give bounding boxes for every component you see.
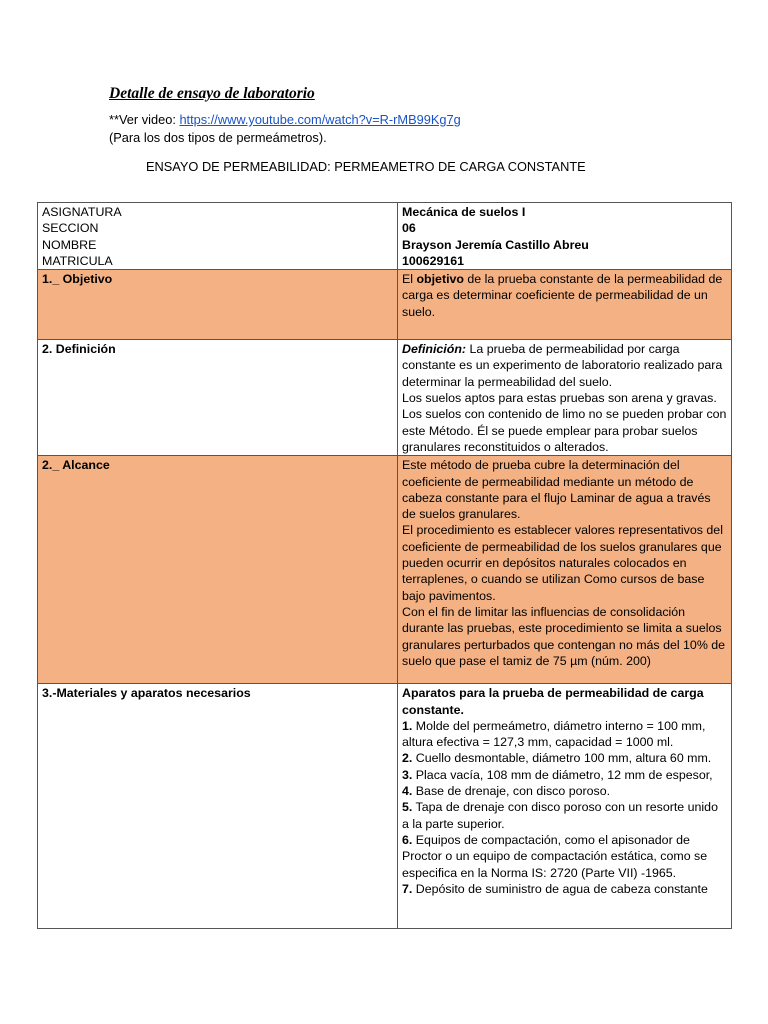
item-text: Equipos de compactación, como el apisonador de Proctor o un equipo de compactación estática, como se especifica en la Norma IS: 2720 (Parte VII) -1965. bbox=[402, 832, 708, 880]
item-number: 3. bbox=[402, 767, 413, 782]
definicion-p3: Los suelos con contenido de limo no se pueden probar con este Método. Él se puede emplear para probar suelos granulares reconstituidos o alterados. bbox=[402, 407, 727, 454]
definicion-label: 2. Definición bbox=[38, 340, 398, 456]
definicion-p1 bbox=[402, 341, 727, 390]
info-values bbox=[398, 203, 732, 270]
list-item bbox=[402, 718, 727, 751]
materiales-heading: Aparatos para la prueba de permeabilidad de carga constante. bbox=[402, 686, 704, 717]
value-asignatura: Mecánica de suelos I bbox=[402, 205, 526, 219]
definicion-p1-text: La prueba de permeabilidad por carga constante es un experimento de laboratorio realizado para determinar la permeabilidad del suelo. bbox=[402, 342, 723, 389]
item-number: 4. bbox=[402, 784, 413, 799]
alcance-text bbox=[398, 456, 732, 684]
objetivo-bold: objetivo bbox=[416, 272, 464, 287]
item-number: 6. bbox=[402, 832, 413, 847]
item-text: Base de drenaje, con disco poroso. bbox=[412, 784, 611, 799]
objetivo-pre: El bbox=[402, 272, 417, 287]
alcance-p3: Con el fin de limitar las influencias de consolidación durante las pruebas, este procedimiento se limita a suelos granulares perturbados que contengan no más del 10% de suelo que pase el tamiz de 75 µm (núm. 200) bbox=[402, 604, 726, 668]
definicion-term: Definición: bbox=[402, 342, 467, 357]
list-item bbox=[402, 799, 727, 832]
list-item bbox=[402, 750, 727, 766]
test-heading: ENSAYO DE PERMEABILIDAD: PERMEAMETRO DE CARGA CONSTANTE bbox=[146, 159, 586, 174]
list-item bbox=[402, 881, 727, 897]
alcance-p1: Este método de prueba cubre la determinación del coeficiente de permeabilidad mediante un método de cabeza constante para el flujo Laminar de agua a través de suelos granulares. bbox=[402, 458, 711, 522]
item-text: Depósito de suministro de agua de cabeza constante bbox=[412, 881, 708, 896]
video-line bbox=[109, 112, 461, 127]
definicion-row bbox=[38, 340, 732, 456]
info-row bbox=[38, 203, 732, 270]
item-text: Molde del permeámetro, diámetro interno = 100 mm, altura efectiva = 127,3 mm, capacidad = 1000 ml. bbox=[402, 718, 706, 750]
objetivo-text bbox=[398, 270, 732, 340]
label-seccion: SECCION bbox=[42, 221, 99, 236]
value-seccion: 06 bbox=[402, 221, 416, 236]
video-note: (Para los dos tipos de permeámetros). bbox=[109, 130, 327, 145]
label-asignatura: ASIGNATURA bbox=[42, 205, 122, 219]
materiales-text bbox=[398, 684, 732, 929]
objetivo-post: de la prueba constante de la permeabilidad de carga es determinar coeficiente de permeabilidad de un suelo. bbox=[402, 272, 723, 319]
alcance-p2: El procedimiento es establecer valores representativos del coeficiente de permeabilidad de los suelos granulares que pueden ocurrir en depósitos naturales colocados en terraplenes, o cuando se utilizan Como cursos de base bajo pavimentos. bbox=[402, 523, 723, 603]
list-item bbox=[402, 767, 727, 783]
lab-report-table bbox=[37, 202, 732, 929]
list-item bbox=[402, 832, 727, 881]
list-item bbox=[402, 783, 727, 799]
materiales-row bbox=[38, 684, 732, 929]
label-nombre: NOMBRE bbox=[42, 237, 97, 252]
alcance-label: 2._ Alcance bbox=[38, 456, 398, 684]
item-number: 7. bbox=[402, 881, 413, 896]
definicion-p2: Los suelos aptos para estas pruebas son arena y gravas. bbox=[402, 391, 717, 406]
value-nombre: Brayson Jeremía Castillo Abreu bbox=[402, 237, 589, 252]
objetivo-row bbox=[38, 270, 732, 340]
video-prefix: **Ver video: bbox=[109, 112, 180, 127]
definicion-text bbox=[398, 340, 732, 456]
item-text: Tapa de drenaje con disco poroso con un resorte unido a la parte superior. bbox=[402, 800, 718, 831]
document-title: Detalle de ensayo de laboratorio bbox=[109, 85, 315, 102]
item-text: Cuello desmontable, diámetro 100 mm, altura 60 mm. bbox=[412, 751, 712, 766]
label-matricula: MATRICULA bbox=[42, 253, 113, 268]
objetivo-label: 1._ Objetivo bbox=[38, 270, 398, 340]
video-link[interactable]: https://www.youtube.com/watch?v=R-rMB99Kg7g bbox=[179, 112, 461, 127]
item-text: Placa vacía, 108 mm de diámetro, 12 mm de espesor, bbox=[412, 767, 713, 782]
info-labels bbox=[38, 203, 398, 270]
value-matricula: 100629161 bbox=[402, 253, 465, 268]
item-number: 1. bbox=[402, 718, 413, 733]
item-number: 5. bbox=[402, 800, 413, 815]
materiales-label: 3.-Materiales y aparatos necesarios bbox=[38, 684, 398, 929]
item-number: 2. bbox=[402, 751, 413, 766]
alcance-row bbox=[38, 456, 732, 684]
